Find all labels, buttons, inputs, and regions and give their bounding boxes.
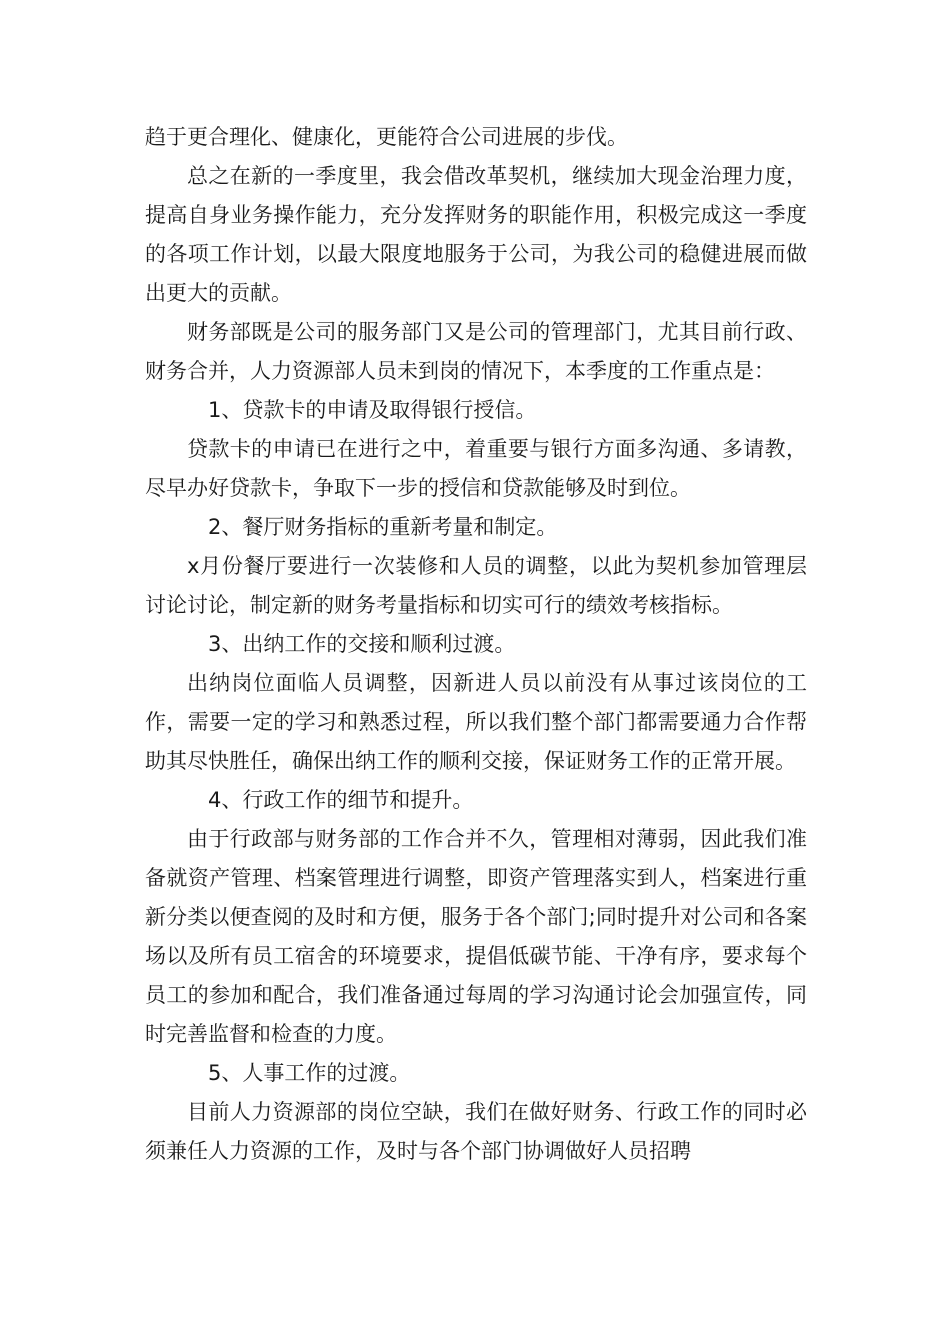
paragraph-continuation: 趋于更合理化、健康化，更能符合公司进展的步伐。 <box>145 125 628 149</box>
paragraph-section-3: 出纳岗位面临人员调整，因新进人员以前没有从事过该岗位的工作，需要一定的学习和熟悉过程，所以我们整个部门都需要通力合作帮助其尽快胜任，确保出纳工作的顺利交接，保证财务工作的正常开展。 <box>145 671 807 773</box>
section-heading-5: 5、人事工作的过渡。 <box>208 1061 411 1085</box>
paragraph-intro: 财务部既是公司的服务部门又是公司的管理部门，尤其目前行政、财务合并，人力资源部人员未到岗的情况下，本季度的工作重点是： <box>145 320 807 383</box>
section-heading-2: 2、餐厅财务指标的重新考量和制定。 <box>208 515 558 539</box>
document-body <box>145 118 807 1171</box>
paragraph-section-4: 由于行政部与财务部的工作合并不久，管理相对薄弱，因此我们准备就资产管理、档案管理进行调整，即资产管理落实到人，档案进行重新分类以便查阅的及时和方便，服务于各个部门;同时提升对公司和各案场以及所有员工宿舍的环境要求，提倡低碳节能、干净有序，要求每个员工的参加和配合，我们准备通过每周的学习沟通讨论会加强宣传，同时完善监督和检查的力度。 <box>145 827 807 1046</box>
section-heading-3: 3、出纳工作的交接和顺利过渡。 <box>208 632 516 656</box>
paragraph-section-1: 贷款卡的申请已在进行之中，着重要与银行方面多沟通、多请教，尽早办好贷款卡，争取下一步的授信和贷款能够及时到位。 <box>145 437 807 500</box>
paragraph-summary: 总之在新的一季度里，我会借改革契机，继续加大现金治理力度，提高自身业务操作能力，充分发挥财务的职能作用，积极完成这一季度的各项工作计划，以最大限度地服务于公司，为我公司的稳健进展而做出更大的贡献。 <box>145 164 807 305</box>
section-heading-1: 1、贷款卡的申请及取得银行授信。 <box>208 398 537 422</box>
paragraph-section-5: 目前人力资源部的岗位空缺，我们在做好财务、行政工作的同时必须兼任人力资源的工作，及时与各个部门协调做好人员招聘 <box>145 1100 807 1163</box>
paragraph-section-2: x月份餐厅要进行一次装修和人员的调整，以此为契机参加管理层讨论讨论，制定新的财务考量指标和切实可行的绩效考核指标。 <box>145 554 807 617</box>
section-heading-4: 4、行政工作的细节和提升。 <box>208 788 474 812</box>
